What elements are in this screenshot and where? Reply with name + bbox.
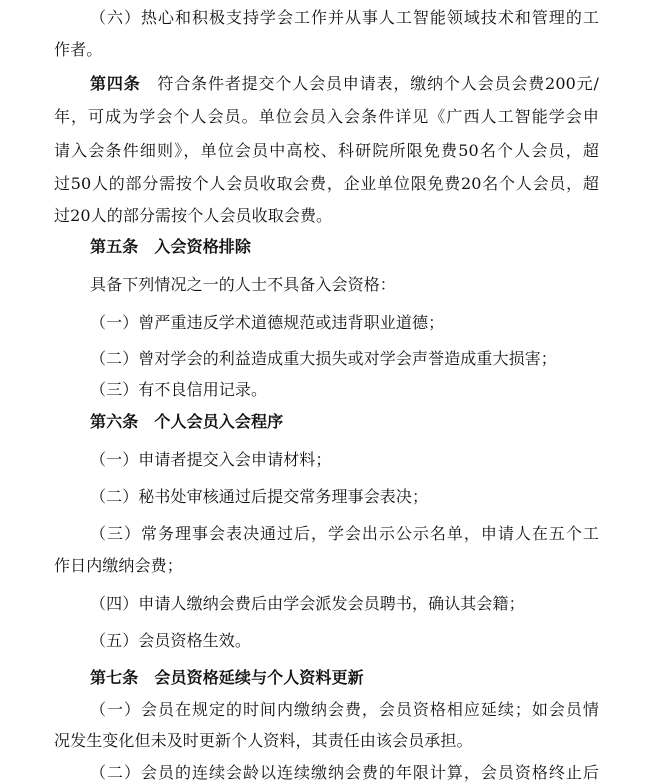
- article-6-item-1: （一）申请者提交入会申请材料；: [90, 450, 332, 469]
- clause-3-item-6-line-1: （六）热心和积极支持学会工作并从事人工智能领域技术和管理的工: [90, 8, 599, 27]
- article-7-item-2-line-1: （二）会员的连续会龄以连续缴纳会费的年限计算，会员资格终止后: [90, 763, 599, 782]
- article-7-item-1-line-2: 况发生变化但未及时更新个人资料，其责任由该会员承担。: [54, 731, 473, 750]
- article-6-item-2: （二）秘书处审核通过后提交常务理事会表决；: [90, 487, 429, 506]
- article-5-heading: 第五条 入会资格排除: [90, 237, 252, 256]
- article-4-line-2: 年，可成为学会个人会员。单位会员入会条件详见《广西人工智能学会申: [54, 107, 599, 126]
- article-4-line-3: 请入会条件细则》，单位会员中高校、科研院所限免费50名个人会员，超: [54, 141, 599, 160]
- article-4-line-1: 第四条 符合条件者提交个人会员申请表，缴纳个人会员会费200元/: [90, 74, 599, 93]
- article-6-item-3-line-1: （三）常务理事会表决通过后，学会出示公示名单，申请人在五个工: [90, 524, 599, 543]
- clause-3-item-6-line-2: 作者。: [54, 40, 103, 59]
- article-4-line-5: 过20人的部分需按个人会员收取会费。: [54, 206, 333, 225]
- article-4-line-4: 过50人的部分需按个人会员收取会费，企业单位限免费20名个人会员，超: [54, 174, 599, 193]
- article-5-item-3: （三）有不良信用记录。: [90, 380, 268, 399]
- article-5-item-2: （二）曾对学会的利益造成重大损失或对学会声誉造成重大损害；: [90, 349, 557, 368]
- article-6-heading: 第六条 个人会员入会程序: [90, 412, 284, 431]
- article-6-item-3-line-2: 作日内缴纳会费；: [54, 556, 183, 575]
- article-7-heading: 第七条 会员资格延续与个人资料更新: [90, 668, 364, 687]
- article-5-item-1: （一）曾严重违反学术道德规范或违背职业道德；: [90, 313, 445, 332]
- article-4-heading: 第四条: [90, 74, 141, 93]
- article-7-item-1-line-1: （一）会员在规定的时间内缴纳会费，会员资格相应延续；如会员情: [90, 700, 599, 719]
- article-6-item-4: （四）申请人缴纳会费后由学会派发会员聘书，确认其会籍；: [90, 594, 525, 613]
- article-5-intro: 具备下列情况之一的人士不具备入会资格：: [90, 275, 396, 294]
- article-6-item-5: （五）会员资格生效。: [90, 631, 252, 650]
